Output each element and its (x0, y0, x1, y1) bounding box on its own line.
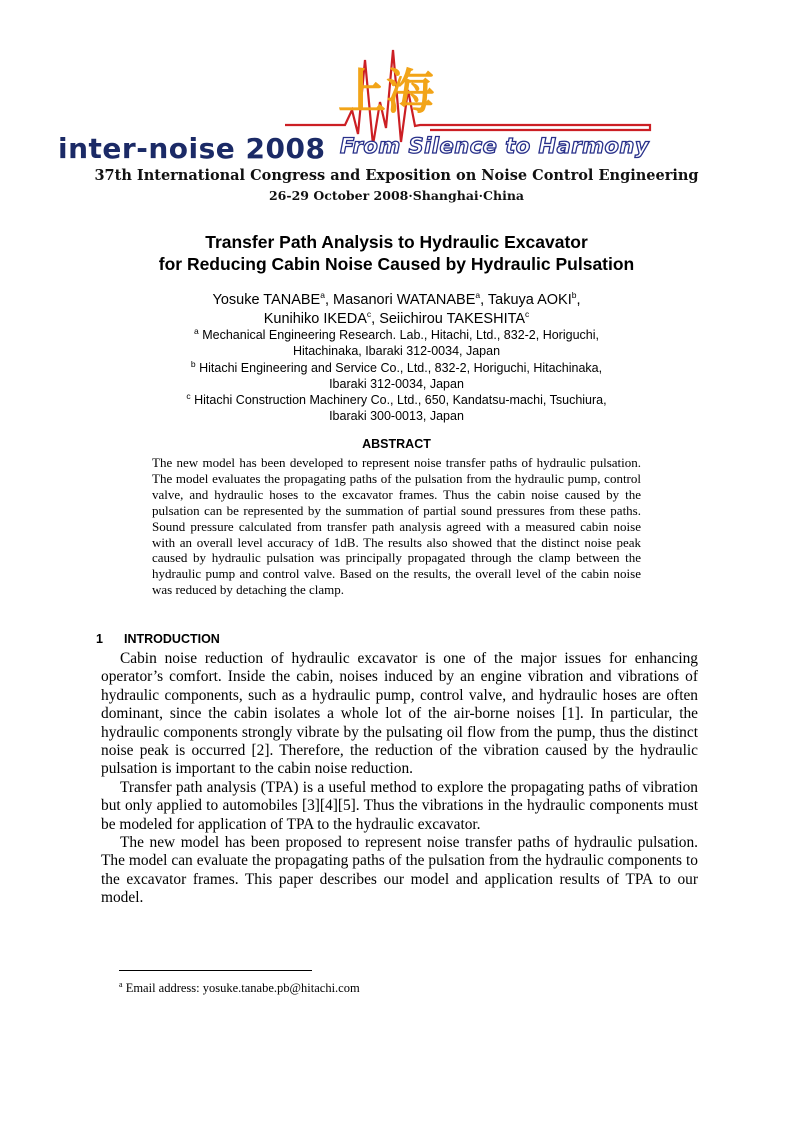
chinese-logo-text: 上海 (338, 64, 435, 120)
section-heading-introduction (96, 632, 220, 646)
author-name: Yosuke TANABE (212, 292, 321, 308)
paragraph: Cabin noise reduction of hydraulic excavator is one of the major issues for enhancing operator’s comfort. Inside the cabin, noises induced by an engine vibration and vibrations of hydraulic components, such as a hydraulic pump, control valve, and hydraulic hoses are often dominant, since the cabin isolates a whole lot of the air-borne noises [1]. In particular, the hydraulic components strongly vibrate by the pulsating oil flow from the pump, thus the distinct noise peak is occurred [2]. Therefore, the reduction of the vibration caused by the hydraulic pulsation is important to the cabin noise reduction. (101, 650, 698, 778)
conference-slogan: From Silence to Harmony (340, 134, 650, 158)
affiliation-text: Hitachi Construction Machinery Co., Ltd., 650, Kandatsu-machi, Tsuchiura, (194, 393, 607, 407)
author-name: Kunihiko IKEDA (263, 311, 367, 327)
paragraph: Transfer path analysis (TPA) is a useful method to explore the propagating paths of vibration but only applied to automobiles [3][4][5]. Thus the vibrations in the hydraulic components must be modeled for application of TPA to the hydraulic excavator. (101, 778, 698, 833)
affiliation-a-line-1 (0, 327, 793, 343)
affiliation-a-line-2: Hitachinaka, Ibaraki 312-0034, Japan (292, 344, 501, 358)
author-line-2: Kunihiko IKEDA$^c$, Seiichirou TAKESHITA$^c$ (263, 309, 530, 327)
author-affil-mark: a (475, 290, 481, 301)
affiliation-text: Mechanical Engineering Research. Lab., Hitachi, Ltd., 832-2, Horiguchi, (202, 328, 599, 342)
section-title: INTRODUCTION (124, 632, 220, 646)
paragraph: The new model has been proposed to represent noise transfer paths of hydraulic pulsation. The model can evaluate the propagating paths of the pulsation from the hydraulic components to the excavator frames. This paper describes our model and application results of TPA to our model. (101, 834, 698, 907)
conference-logo-title: inter-noise 2008 (58, 132, 326, 165)
congress-name: 37th International Congress and Exposition on Noise Control Engineering (94, 167, 699, 184)
paper-title-line-1: Transfer Path Analysis to Hydraulic Excavator (205, 232, 588, 252)
congress-dates: 26-29 October 2008·Shanghai·China (268, 188, 525, 203)
author-name: Seiichirou TAKESHITA (379, 311, 526, 327)
footnote-divider (119, 970, 312, 971)
author-name: Masanori WATANABE (333, 292, 476, 308)
abstract-heading: ABSTRACT (362, 437, 431, 451)
section-number: 1 (96, 632, 103, 646)
paper-title-line-2: for Reducing Cabin Noise Caused by Hydraulic Pulsation (158, 254, 635, 274)
author-affil-mark: c (366, 309, 372, 320)
affil-mark: a (194, 325, 199, 336)
abstract-text: The new model has been developed to represent noise transfer paths of hydraulic pulsation. The model evaluates the propagating paths of the pulsation from the hydraulic pump, control valve, and hydraulic hoses to the excavator frames. Thus the cabin noise caused by the pulsation can be represented by the summation of partial sound pressures from these paths. Sound pressure calculated from transfer path analysis agreed with a measured cabin noise with an overall level accuracy of 1dB. The results also showed that the distinct noise peak caused by hydraulic pulsation was principally propagated through the clamp between the hydraulic pump and control valve. Based on the results, the overall level of the cabin noise was reduced by detaching the clamp. (152, 455, 641, 598)
footnote-mark: a (119, 979, 123, 989)
affiliation-c-line-2: Ibaraki 300-0013, Japan (329, 409, 464, 423)
affil-mark: c (186, 390, 191, 401)
author-name: Takuya AOKI (487, 292, 572, 308)
affil-mark: b (190, 358, 196, 369)
abstract-body (152, 455, 641, 598)
affiliation-b-line-1 (0, 360, 793, 376)
footnote-text: Email address: yosuke.tanabe.pb@hitachi.com (125, 981, 360, 995)
author-affil-mark: a (320, 290, 325, 301)
author-affil-mark: b (571, 290, 577, 301)
author-line-1: Yosuke TANABE$^a$, Masanori WATANABE$^a$, Takuya AOKI$^b$, (212, 290, 581, 308)
affiliation-b-line-2: Ibaraki 312-0034, Japan (329, 377, 464, 391)
affiliation-c-line-1 (0, 392, 793, 408)
author-affil-mark: c (525, 309, 530, 320)
footnote (119, 981, 360, 996)
introduction-body (101, 650, 698, 908)
affiliation-text: Hitachi Engineering and Service Co., Ltd., 832-2, Horiguchi, Hitachinaka, (199, 361, 603, 375)
